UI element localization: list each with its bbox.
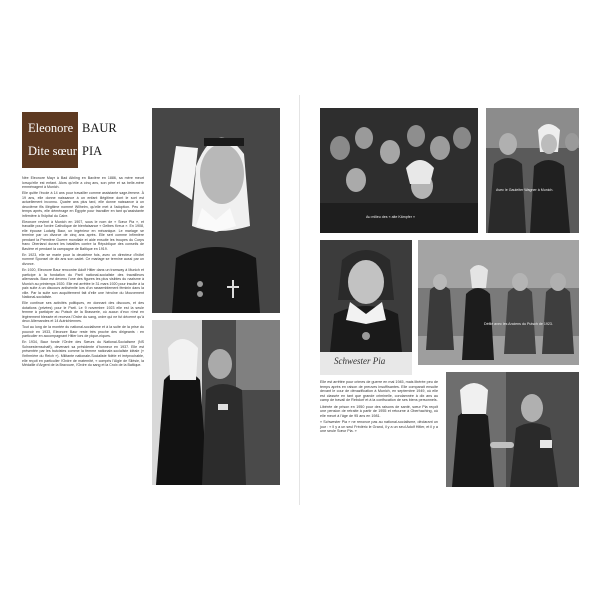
portrait-photo: [152, 108, 280, 313]
title-first-name: Eleonore: [28, 121, 74, 135]
crowd-photo: [320, 108, 478, 233]
title-block: [22, 112, 147, 168]
bio-paragraph: Née Eleonore Mayr à Bad Aibling en Bavière en 1886, sa mère meurt lorsqu'elle est enfant. Alors qu'elle a cinq ans, son père et sa belle-mère emménagent à Munich.: [22, 176, 144, 190]
bio-paragraph: En 1923, elle se marie pour la deuxième fois, avec un directeur d'hôtel nommé Sponsel de dix ans son cadet. Ce mariage se termine aussi par un divorce.: [22, 252, 144, 267]
gauleiter-photo: [486, 108, 579, 233]
bio-paragraph: Eleonore revient à Munich en 1907, sous le nom de « Sœur Pia », et travaille pour l'ordre Catholique de bienfaisance « Gelbes Kreuz ». En 1908, elle épouse Ludwig Baur, un ingénieur en mécanique. Le mariage se termine par un divorce de cinq ans après. Elle sert comme infirmière pendant la Première Guerre mondiale et aide ensuite les troupes du Corps franc Oberland durant les batailles contre la République des conseils de Bavière et pendant la campagne de Baltique en 1919.: [22, 219, 144, 251]
title-surname: BAUR: [82, 121, 117, 135]
bio-paragraph: En 1934, Baur fonde l'Ordre des Sœurs du National-Socialisme (NS Schwesternschaft), devenant sa présidente d'honneur en 1937. Elle est présentée par les butcistes comme la femme nationale-socialiste idéale (« l'infirmière du Reich »). Militante nationale-Socialiste fidèle et irréprochable, elle reçoit en particulier l'Ordre de maternité, « compris l'Aigle de Silésie, la Médaille d'Argent de la Bravoure, l'Ordre du sang et la Croix de la Baltique.: [22, 340, 144, 368]
bio-paragraph: Elle continue ses activités politiques, en donnant des discours, et des dotations (privées) pour le Parti. Le 9 novembre 1923 elle est la seule femme à participer au Putsch de la Brasserie, où aucun d'eux n'est en légèrement blessée et recevra l'Ordre du sang, ordre qui ne fut décerné qu'à deux Allemandes et 14 Autrichiennes.: [22, 301, 144, 324]
signed-portrait-photo: [320, 240, 412, 375]
biography-column-left: [22, 176, 144, 369]
bio-paragraph: Elle est arrêtée pour crimes de guerre en mai 1945, mais libérée peu de temps après en raison de preuves insuffisantes. Elle comparait ensuite devant le cour de dénazification à Munich, en septembre 1949, où elle est classée en tant que grande criminelle, condamnée à dix ans au camp de travail de Rebdorf et à la confiscation de ses biens personnels.: [320, 380, 438, 403]
signature: Schwester Pia: [334, 356, 386, 366]
handshake-photo: [446, 372, 579, 487]
bio-paragraph: Elle quitte l'école à 14 ans pour travailler comme assistante sage-femme. À 19 ans, elle donne naissance à un enfant illégitime dont le sort est actuellement inconnu. Quatre ans plus tard, elle donne naissance à un deuxième fils illégitime nommé Wilhelm, qu'elle met à l'adoption. Peu de temps après, elle déménage en Égypte pour travailler en tant qu'assistante infirmière à l'hôpital du Caire.: [22, 191, 144, 218]
putsch-march-photo: [418, 240, 579, 365]
biography-column-right: [320, 380, 438, 435]
meeting-photo: [152, 320, 280, 485]
caption-crowd: Au milieu des « alte Kämpfer »: [366, 215, 415, 219]
bio-paragraph: En 1920, Eleonore Baur rencontre Adolf Hitler dans un tramway à Munich et participe à la fondation du Parti national-socialiste des travailleurs allemands. Baur est devenu l'une des figures les plus visibles du nazisme à Munich au printemps 1920. Elle est arrêtée le 31 mars 1920 pour insulte à la paix suite à un discours antisémite lors d'un rassemblement féminin dans la ville. Par la suite son acquittement fait d'elle une héroïne du Mouvement National-socialiste.: [22, 267, 144, 300]
caption-putsch: Défilé avec les Anciens du Putsch de 1923.: [484, 322, 553, 326]
caption-gauleiter: Avec le Gauleiter Wagner à Munich.: [496, 188, 554, 192]
bio-paragraph: « Schwester Pia » ne renonce pas au national-socialisme, déclarant un jour : « Il y a un seul Frédéric le Grand, il y a un seul Adolf Hitler, et il y a une seule Sœur Pia. »: [320, 419, 438, 434]
bio-paragraph: Tout au long de la montée du national-socialisme et à la suite de la prise du pouvoir en 1933, Eleonore Baur reste très proche des dirigeants : en particulier en accompagnant Hitler lors de pique-niques.: [22, 325, 144, 339]
title-alias-name: PIA: [82, 144, 103, 158]
page-gutter: [299, 95, 300, 505]
bio-paragraph: Libérée de prison en 1950 pour des raisons de santé, sœur Pia reçoit une pension de retraite à partir de 1955 et retourne à Oberhaching, où elle meurt à l'âge de 95 ans en 1981.: [320, 404, 438, 418]
title-alias-prefix: Dite sœur: [28, 144, 77, 158]
